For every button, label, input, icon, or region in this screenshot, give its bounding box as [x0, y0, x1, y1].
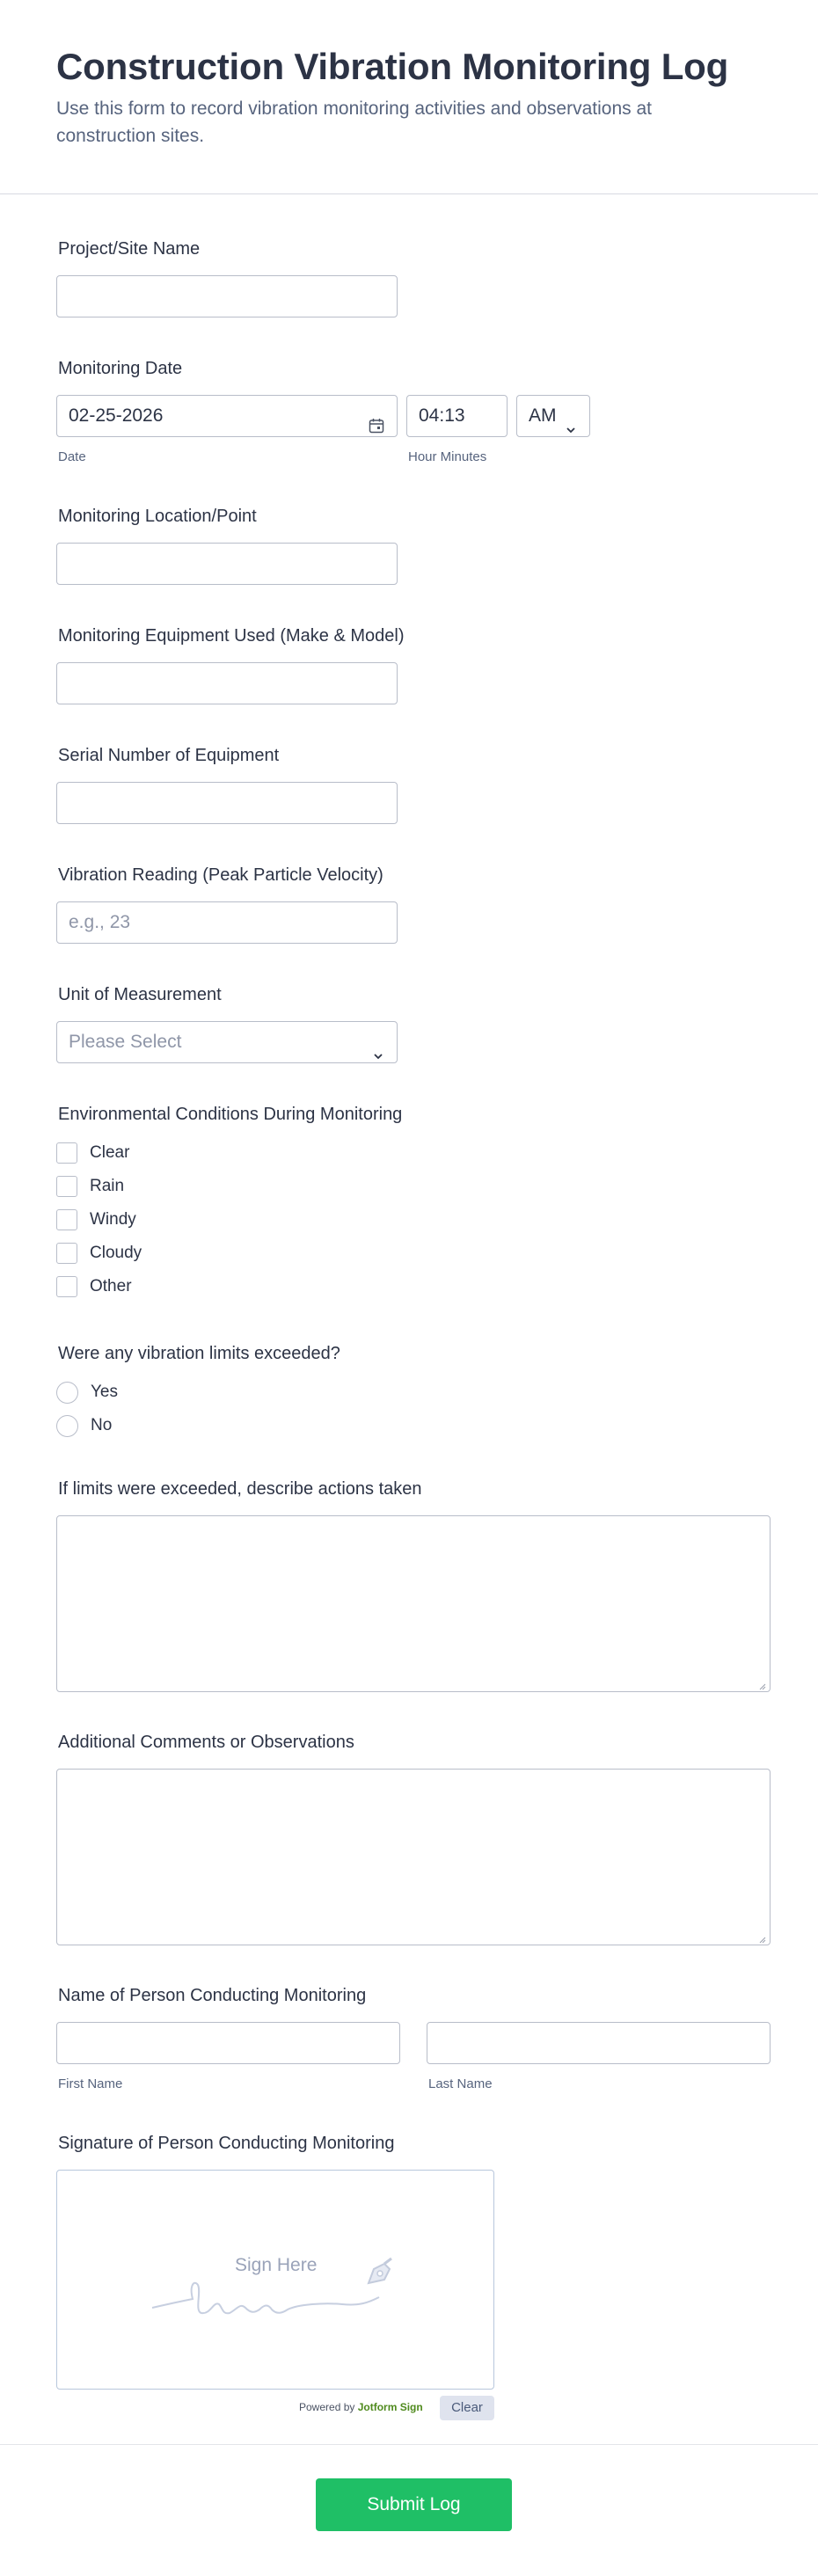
project-field	[56, 237, 398, 317]
condition-option-cloudy[interactable]	[56, 1237, 402, 1270]
location-input[interactable]	[56, 543, 398, 585]
checkbox[interactable]	[56, 1209, 77, 1230]
chevron-down-icon	[565, 411, 577, 423]
radio-button[interactable]	[56, 1415, 78, 1437]
conditions-label: Environmental Conditions During Monitoring	[58, 1105, 403, 1124]
time-sub-label: Hour Minutes	[408, 449, 487, 464]
ampm-select[interactable]	[516, 395, 590, 437]
date-field	[56, 357, 590, 464]
serial-field	[56, 744, 398, 824]
unit-field	[56, 983, 398, 1063]
page-title: Construction Vibration Monitoring Log	[56, 46, 729, 87]
actions-textarea[interactable]	[56, 1515, 771, 1692]
location-label: Monitoring Location/Point	[58, 507, 257, 526]
last-name-sub-label: Last Name	[428, 2076, 493, 2091]
checkbox[interactable]	[56, 1142, 77, 1164]
condition-option-other[interactable]	[56, 1270, 402, 1303]
checkbox[interactable]	[56, 1243, 77, 1264]
chevron-down-icon	[372, 1037, 384, 1049]
name-field	[56, 1984, 771, 2091]
actions-field	[56, 1478, 771, 1692]
option-label: Windy	[90, 1210, 136, 1229]
location-field	[56, 505, 398, 585]
signature-placeholder: Sign Here	[235, 2255, 318, 2275]
powered-by-text	[299, 2401, 449, 2413]
signature-label: Signature of Person Conducting Monitoring	[58, 2134, 395, 2153]
ampm-value: AM	[529, 405, 557, 426]
unit-placeholder: Please Select	[69, 1032, 182, 1052]
option-label: No	[91, 1416, 113, 1434]
reading-placeholder: e.g., 23	[69, 912, 131, 932]
form-footer	[0, 2444, 818, 2576]
checkbox[interactable]	[56, 1176, 77, 1197]
condition-option-clear[interactable]	[56, 1136, 402, 1170]
resize-handle-icon[interactable]	[757, 1679, 766, 1688]
unit-select[interactable]	[56, 1021, 398, 1063]
option-label: Other	[90, 1277, 132, 1295]
time-input[interactable]: 04:13	[406, 395, 508, 437]
option-label: Cloudy	[90, 1244, 142, 1262]
exceeded-label: Were any vibration limits exceeded?	[58, 1344, 340, 1363]
form-header	[0, 0, 818, 194]
project-label: Project/Site Name	[58, 239, 201, 259]
comments-label: Additional Comments or Observations	[58, 1733, 354, 1752]
project-input[interactable]	[56, 275, 398, 317]
submit-button[interactable]: Submit Log	[316, 2478, 512, 2531]
comments-textarea[interactable]	[56, 1769, 771, 1945]
option-label: Yes	[91, 1383, 118, 1401]
option-label: Rain	[90, 1177, 125, 1195]
option-label: Clear	[90, 1143, 130, 1162]
name-label: Name of Person Conducting Monitoring	[58, 1986, 367, 2005]
signature-pad[interactable]	[56, 2170, 494, 2390]
condition-option-rain[interactable]	[56, 1170, 402, 1203]
serial-input[interactable]	[56, 782, 398, 824]
powered-prefix: Powered by	[299, 2401, 355, 2413]
first-name-input[interactable]	[56, 2022, 400, 2064]
date-input[interactable]	[56, 395, 398, 437]
calendar-icon[interactable]	[369, 408, 384, 424]
date-sub-label: Date	[58, 449, 86, 464]
conditions-field	[56, 1103, 402, 1303]
checkbox[interactable]	[56, 1276, 77, 1297]
comments-field	[56, 1731, 771, 1945]
signature-field	[56, 2132, 494, 2415]
equipment-input[interactable]	[56, 662, 398, 704]
condition-option-windy[interactable]	[56, 1203, 402, 1237]
powered-brand: Jotform Sign	[357, 2401, 423, 2413]
actions-label: If limits were exceeded, describe actions taken	[58, 1479, 422, 1499]
radio-button[interactable]	[56, 1382, 78, 1404]
exceeded-field	[56, 1342, 340, 1442]
exceeded-option-no[interactable]	[56, 1409, 340, 1442]
serial-label: Serial Number of Equipment	[58, 746, 280, 765]
last-name-input[interactable]	[427, 2022, 771, 2064]
unit-label: Unit of Measurement	[58, 985, 222, 1004]
reading-field	[56, 864, 398, 944]
resize-handle-icon[interactable]	[757, 1932, 766, 1941]
equipment-label: Monitoring Equipment Used (Make & Model)	[58, 626, 405, 646]
equipment-field	[56, 624, 405, 704]
signature-clear-button[interactable]: Clear	[440, 2396, 494, 2420]
date-value: 02-25-2026	[69, 405, 164, 426]
pen-nib-icon	[360, 2253, 398, 2296]
date-label: Monitoring Date	[58, 359, 183, 378]
page-subtitle: Use this form to record vibration monitoring activities and observations at construction sites.	[56, 99, 652, 146]
first-name-sub-label: First Name	[58, 2076, 123, 2091]
reading-label: Vibration Reading (Peak Particle Velocity)	[58, 865, 383, 885]
reading-input[interactable]	[56, 901, 398, 944]
exceeded-option-yes[interactable]	[56, 1376, 340, 1409]
